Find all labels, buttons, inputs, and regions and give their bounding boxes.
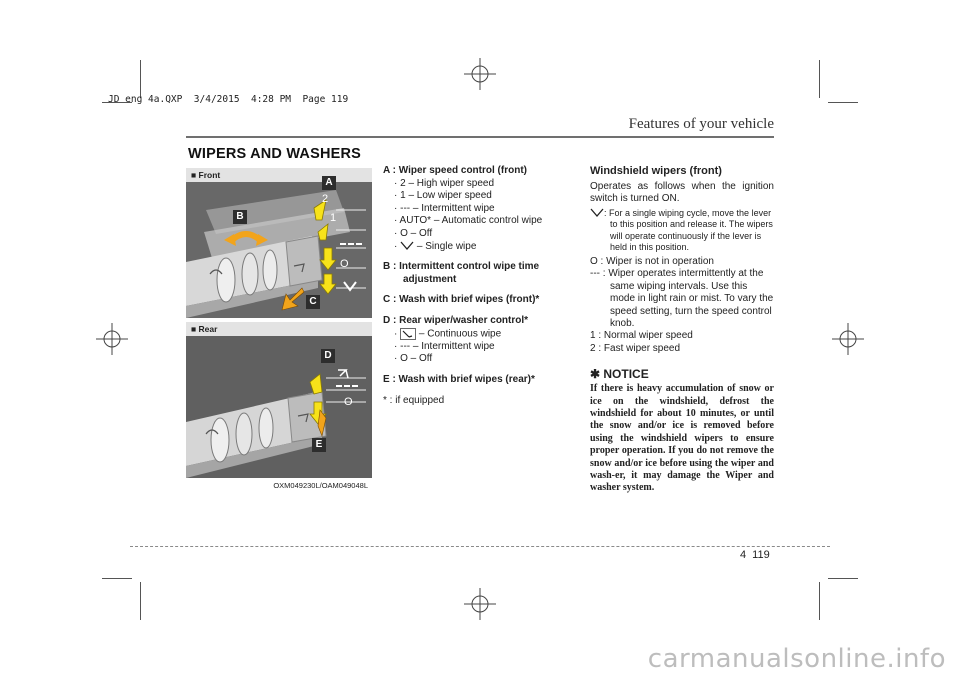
front-marker-c: C	[306, 295, 320, 309]
page-number: 4 119	[740, 549, 770, 561]
front-position-1: 1	[330, 212, 337, 224]
windshield-section	[590, 165, 774, 495]
front-position-2: 2	[322, 193, 329, 205]
crop-mark	[819, 582, 820, 620]
single-wipe-label: – Single wipe	[416, 240, 477, 252]
footer-rule	[130, 546, 830, 547]
control-a-single-wipe	[383, 241, 559, 254]
control-e-title: E : Wash with brief wipes (rear)*	[383, 373, 535, 385]
crop-mark	[819, 60, 820, 98]
print-file-info: JD eng 4a.QXP 3/4/2015 4:28 PM Page 119	[108, 94, 349, 105]
control-d-intermittent: · --- – Intermittent wipe	[394, 340, 495, 352]
registration-mark-icon	[464, 58, 496, 90]
control-a-item: · 2 – High wiper speed	[394, 177, 495, 189]
notice-title: ✱ NOTICE	[590, 366, 649, 381]
control-d-continuous	[383, 328, 559, 341]
rear-figure-label: ■ Rear	[186, 322, 372, 336]
crop-mark	[140, 582, 141, 620]
controls-list	[383, 165, 559, 407]
control-a-item: · --- – Intermittent wipe	[394, 202, 495, 214]
registration-mark-icon	[464, 588, 496, 620]
footnote: * : if equipped	[383, 394, 445, 406]
control-a-item: · O – Off	[394, 227, 433, 239]
figure-caption: OXM049230L/OAM049048L	[186, 478, 372, 492]
registration-mark-icon	[832, 323, 864, 355]
control-a-item: · 1 – Low wiper speed	[394, 190, 492, 202]
control-b-title-cont: adjustment	[403, 273, 457, 285]
windshield-speed-1: 1 : Normal wiper speed	[590, 330, 693, 342]
rear-position-off: O	[344, 396, 353, 408]
windshield-intermittent-item: --- : Wiper operates intermittently at the same wiping intervals. Use this mode in light rain or mist. To vary the speed setting, turn the speed control knob.	[590, 268, 774, 329]
continuous-wipe-label: – Continuous wipe	[418, 328, 502, 340]
registration-mark-icon	[96, 323, 128, 355]
control-b-title: B : Intermittent control wipe time	[383, 261, 540, 273]
front-lever-illustration	[186, 182, 372, 318]
control-c-title: C : Wash with brief wipes (front)*	[383, 294, 540, 306]
page-heading: WIPERS AND WASHERS	[188, 146, 362, 162]
header-rule	[186, 136, 774, 138]
rear-marker-d: D	[321, 349, 335, 363]
notice-body: If there is heavy accumulation of snow or ice on the windshield, defrost the windshield for about 10 minutes, or until the snow and/or ice is removed before using the windshield wipers to ensure proper operation. If you do not remove the snow and/or ice before using the wiper and wash-er, it may damage the Wiper and washer system.	[590, 383, 774, 494]
rear-wiper-icon	[400, 328, 416, 340]
windshield-speed-2: 2 : Fast wiper speed	[590, 343, 681, 354]
windshield-off-item: O : Wiper is not in operation	[590, 255, 714, 267]
crop-mark	[102, 578, 132, 579]
bullet: ·	[394, 240, 398, 252]
watermark: carmanualsonline.info	[647, 644, 946, 674]
front-lever-figure	[186, 182, 372, 318]
single-wipe-desc: : For a single wiping cycle, move the lever to this position and release it. The wipers will operate continuously if the lever is held in this position.	[604, 207, 773, 253]
crop-mark	[140, 60, 141, 98]
crop-mark	[828, 102, 858, 103]
control-a-item: · AUTO* – Automatic control wipe	[394, 215, 543, 227]
single-wipe-icon	[590, 208, 604, 218]
control-a-title: A : Wiper speed control (front)	[383, 165, 527, 176]
front-marker-b: B	[233, 210, 247, 224]
windshield-title: Windshield wipers (front)	[590, 165, 722, 177]
bullet: ·	[394, 328, 398, 340]
control-d-title: D : Rear wiper/washer control*	[383, 314, 529, 326]
section-title: Features of your vehicle	[628, 116, 774, 132]
front-marker-a: A	[322, 176, 336, 190]
windshield-intro: Operates as follows when the ignition switch is turned ON.	[590, 180, 774, 205]
front-figure-label: ■ Front	[186, 168, 372, 182]
rear-marker-e: E	[312, 438, 326, 452]
crop-mark	[828, 578, 858, 579]
front-position-off: O	[340, 258, 349, 270]
single-wipe-icon	[400, 241, 414, 251]
control-d-off: · O – Off	[394, 353, 433, 365]
windshield-single-item	[590, 208, 774, 254]
